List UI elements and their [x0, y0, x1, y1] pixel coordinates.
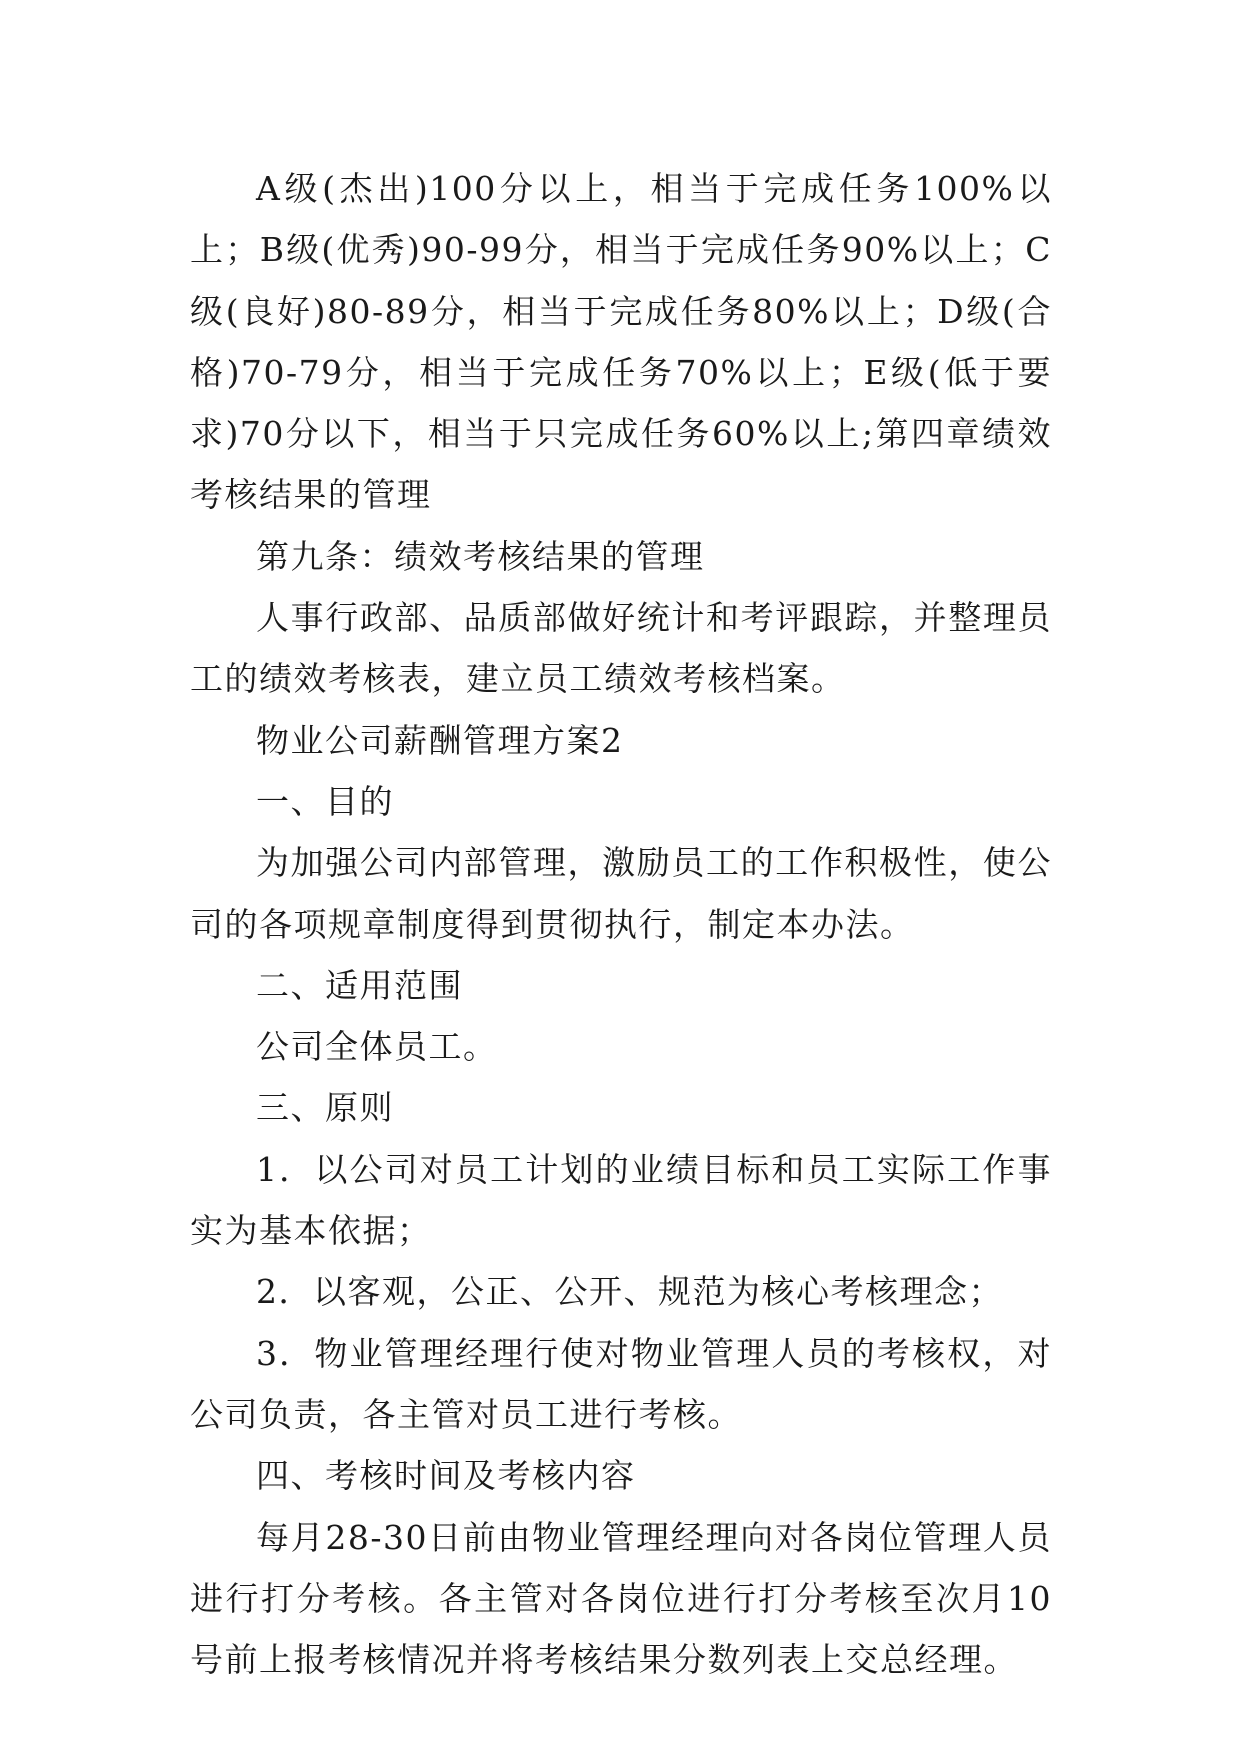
section-heading-principles: 三、原则 [256, 1088, 394, 1128]
list-item-principle-1: 1．以公司对员工计划的业绩目标和员工实际工作事实为基本依据； [190, 1149, 1052, 1251]
document-body [190, 158, 1052, 1690]
paragraph-assessment-time: 每月28-30日前由物业管理经理向对各岗位管理人员进行打分考核。各主管对各岗位进行打分考核至次月10号前上报考核情况并将考核结果分数列表上交总经理。 [190, 1517, 1052, 1680]
list-item-principle-3: 3．物业管理经理行使对物业管理人员的考核权，对公司负责，各主管对员工进行考核。 [190, 1333, 1052, 1434]
paragraph-hr-statistics: 人事行政部、品质部做好统计和考评跟踪，并整理员工的绩效考核表，建立员工绩效考核档案。 [190, 598, 1052, 699]
paragraph-grading-levels: A级(杰出)100分以上，相当于完成任务100%以上；B级(优秀)90-99分，相当于完成任务90%以上；C级(良好)80-89分，相当于完成任务80%以上；D级(合格)70-79分，相当于完成任务70%以上；E级(低于要求)70分以下，相当于只完成任务60%以上;第四章绩效考核结果的管理 [190, 169, 1052, 515]
paragraph-plan-title: 物业公司薪酬管理方案2 [256, 720, 624, 760]
paragraph-article-nine: 第九条：绩效考核结果的管理 [256, 536, 705, 576]
section-heading-scope: 二、适用范围 [256, 965, 463, 1005]
list-item-principle-2: 2．以客观，公正、公开、规范为核心考核理念； [256, 1272, 1003, 1312]
paragraph-purpose: 为加强公司内部管理，激励员工的工作积极性，使公司的各项规章制度得到贯彻执行，制定本办法。 [190, 843, 1052, 944]
section-heading-assessment-time: 四、考核时间及考核内容 [256, 1456, 636, 1496]
section-heading-purpose: 一、目的 [256, 781, 394, 821]
paragraph-scope: 公司全体员工。 [256, 1027, 498, 1067]
